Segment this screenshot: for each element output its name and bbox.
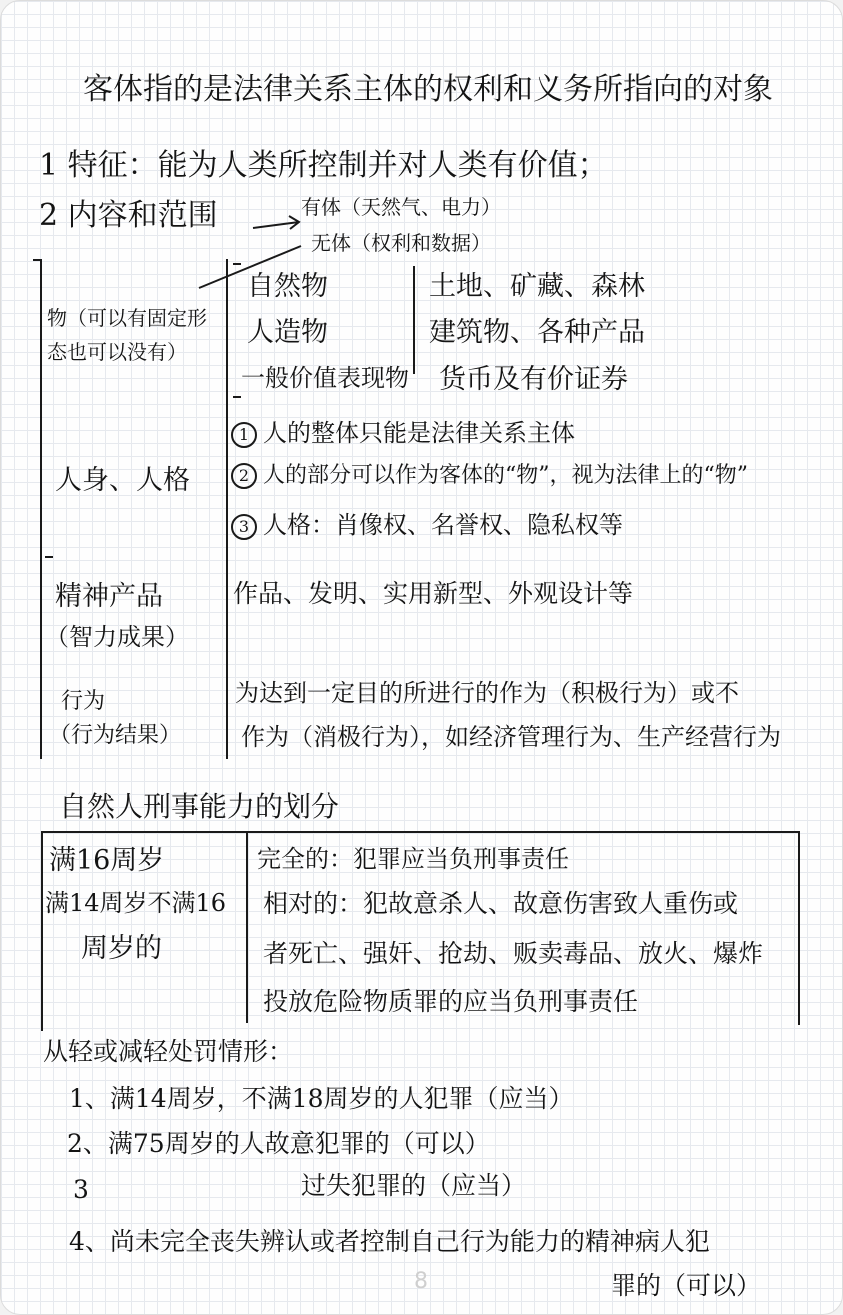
things-label: 物（可以有固定形态也可以没有）: [47, 306, 207, 364]
mitigation-item: 罪的（可以）: [611, 1271, 762, 1300]
liability-line: 完全的：犯罪应当负刑事责任: [257, 845, 569, 873]
table1-left-border: [40, 259, 42, 759]
liability-line: 者死亡、强奸、抢劫、贩卖毒品、放火、爆炸: [263, 939, 764, 968]
page-number: 8: [414, 1269, 428, 1294]
thing-type: 人造物: [247, 317, 328, 348]
tick: [233, 396, 241, 398]
person-point-text: 人的整体只能是法律关系主体: [263, 419, 575, 447]
table2-right-border: [798, 831, 800, 1025]
tick: [233, 263, 241, 265]
tick: [45, 556, 53, 558]
section-title: 自然人刑事能力的划分: [59, 790, 340, 823]
liability-line: 投放危险物质罪的应当负刑事责任: [263, 987, 639, 1016]
thing-type: 自然物: [247, 271, 328, 302]
scope-line: 2 内容和范围: [39, 198, 218, 233]
mitigation-item: 2、满75周岁的人故意犯罪的（可以）: [67, 1129, 490, 1158]
things-subdivider: [413, 266, 415, 374]
table2-divider: [246, 831, 248, 1023]
person-point: [231, 421, 575, 448]
mitigation-item: 4、尚未完全丧失辨认或者控制自己行为能力的精神病人犯: [69, 1227, 710, 1256]
spiritual-label: 精神产品: [55, 581, 163, 612]
spiritual-text: 作品、发明、实用新型、外观设计等: [233, 579, 634, 608]
age-label: 满16周岁: [49, 845, 165, 876]
mitigation-item: 1、满14周岁，不满18周岁的人犯罪（应当）: [69, 1084, 574, 1113]
thing-examples: 土地、矿藏、森林: [429, 271, 645, 302]
table1-divider: [226, 259, 228, 759]
page-title: 客体指的是法律关系主体的权利和义务所指向的对象: [83, 72, 773, 107]
section-title: 从轻或减轻处罚情形：: [43, 1037, 294, 1066]
person-point-text: 人格：肖像权、名誉权、隐私权等: [263, 511, 623, 539]
spiritual-label-sub: （智力成果）: [45, 623, 189, 651]
thing-examples: 建筑物、各种产品: [429, 317, 645, 348]
age-label: 满14周岁不满16: [45, 889, 227, 917]
number-circle: 3: [231, 514, 257, 540]
mitigation-item: 过失犯罪的（应当）: [301, 1171, 527, 1200]
table2-left-border: [41, 831, 43, 1031]
number-circle: 1: [231, 422, 257, 448]
person-point: [231, 463, 748, 489]
behavior-label-sub: （行为结果）: [49, 723, 182, 748]
table2-top-border: [41, 831, 798, 833]
person-point-text: 人的部分可以作为客体的“物”，视为法律上的“物”: [263, 463, 748, 488]
behavior-label: 行为: [61, 689, 106, 714]
age-label: 周岁的: [81, 933, 162, 964]
person-label: 人身、人格: [55, 465, 190, 496]
tick: [33, 259, 41, 261]
liability-line: 相对的：犯故意杀人、故意伤害致人重伤或: [263, 889, 739, 918]
tangible-note: 有体（天然气、电力）: [301, 195, 501, 219]
feature-line: 1 特征：能为人类所控制并对人类有价值；: [39, 148, 608, 183]
behavior-text: 为达到一定目的所进行的作为（积极行为）或不: [235, 679, 739, 707]
intangible-note: 无体（权利和数据）: [311, 231, 491, 255]
number-circle: 2: [231, 463, 257, 489]
thing-examples: 货币及有价证券: [439, 364, 628, 395]
thing-type: 一般价值表现物: [241, 364, 409, 392]
behavior-text: 作为（消极行为），如经济管理行为、生产经营行为: [241, 723, 781, 751]
mitigation-item: 3: [73, 1175, 89, 1204]
person-point: [231, 513, 623, 540]
